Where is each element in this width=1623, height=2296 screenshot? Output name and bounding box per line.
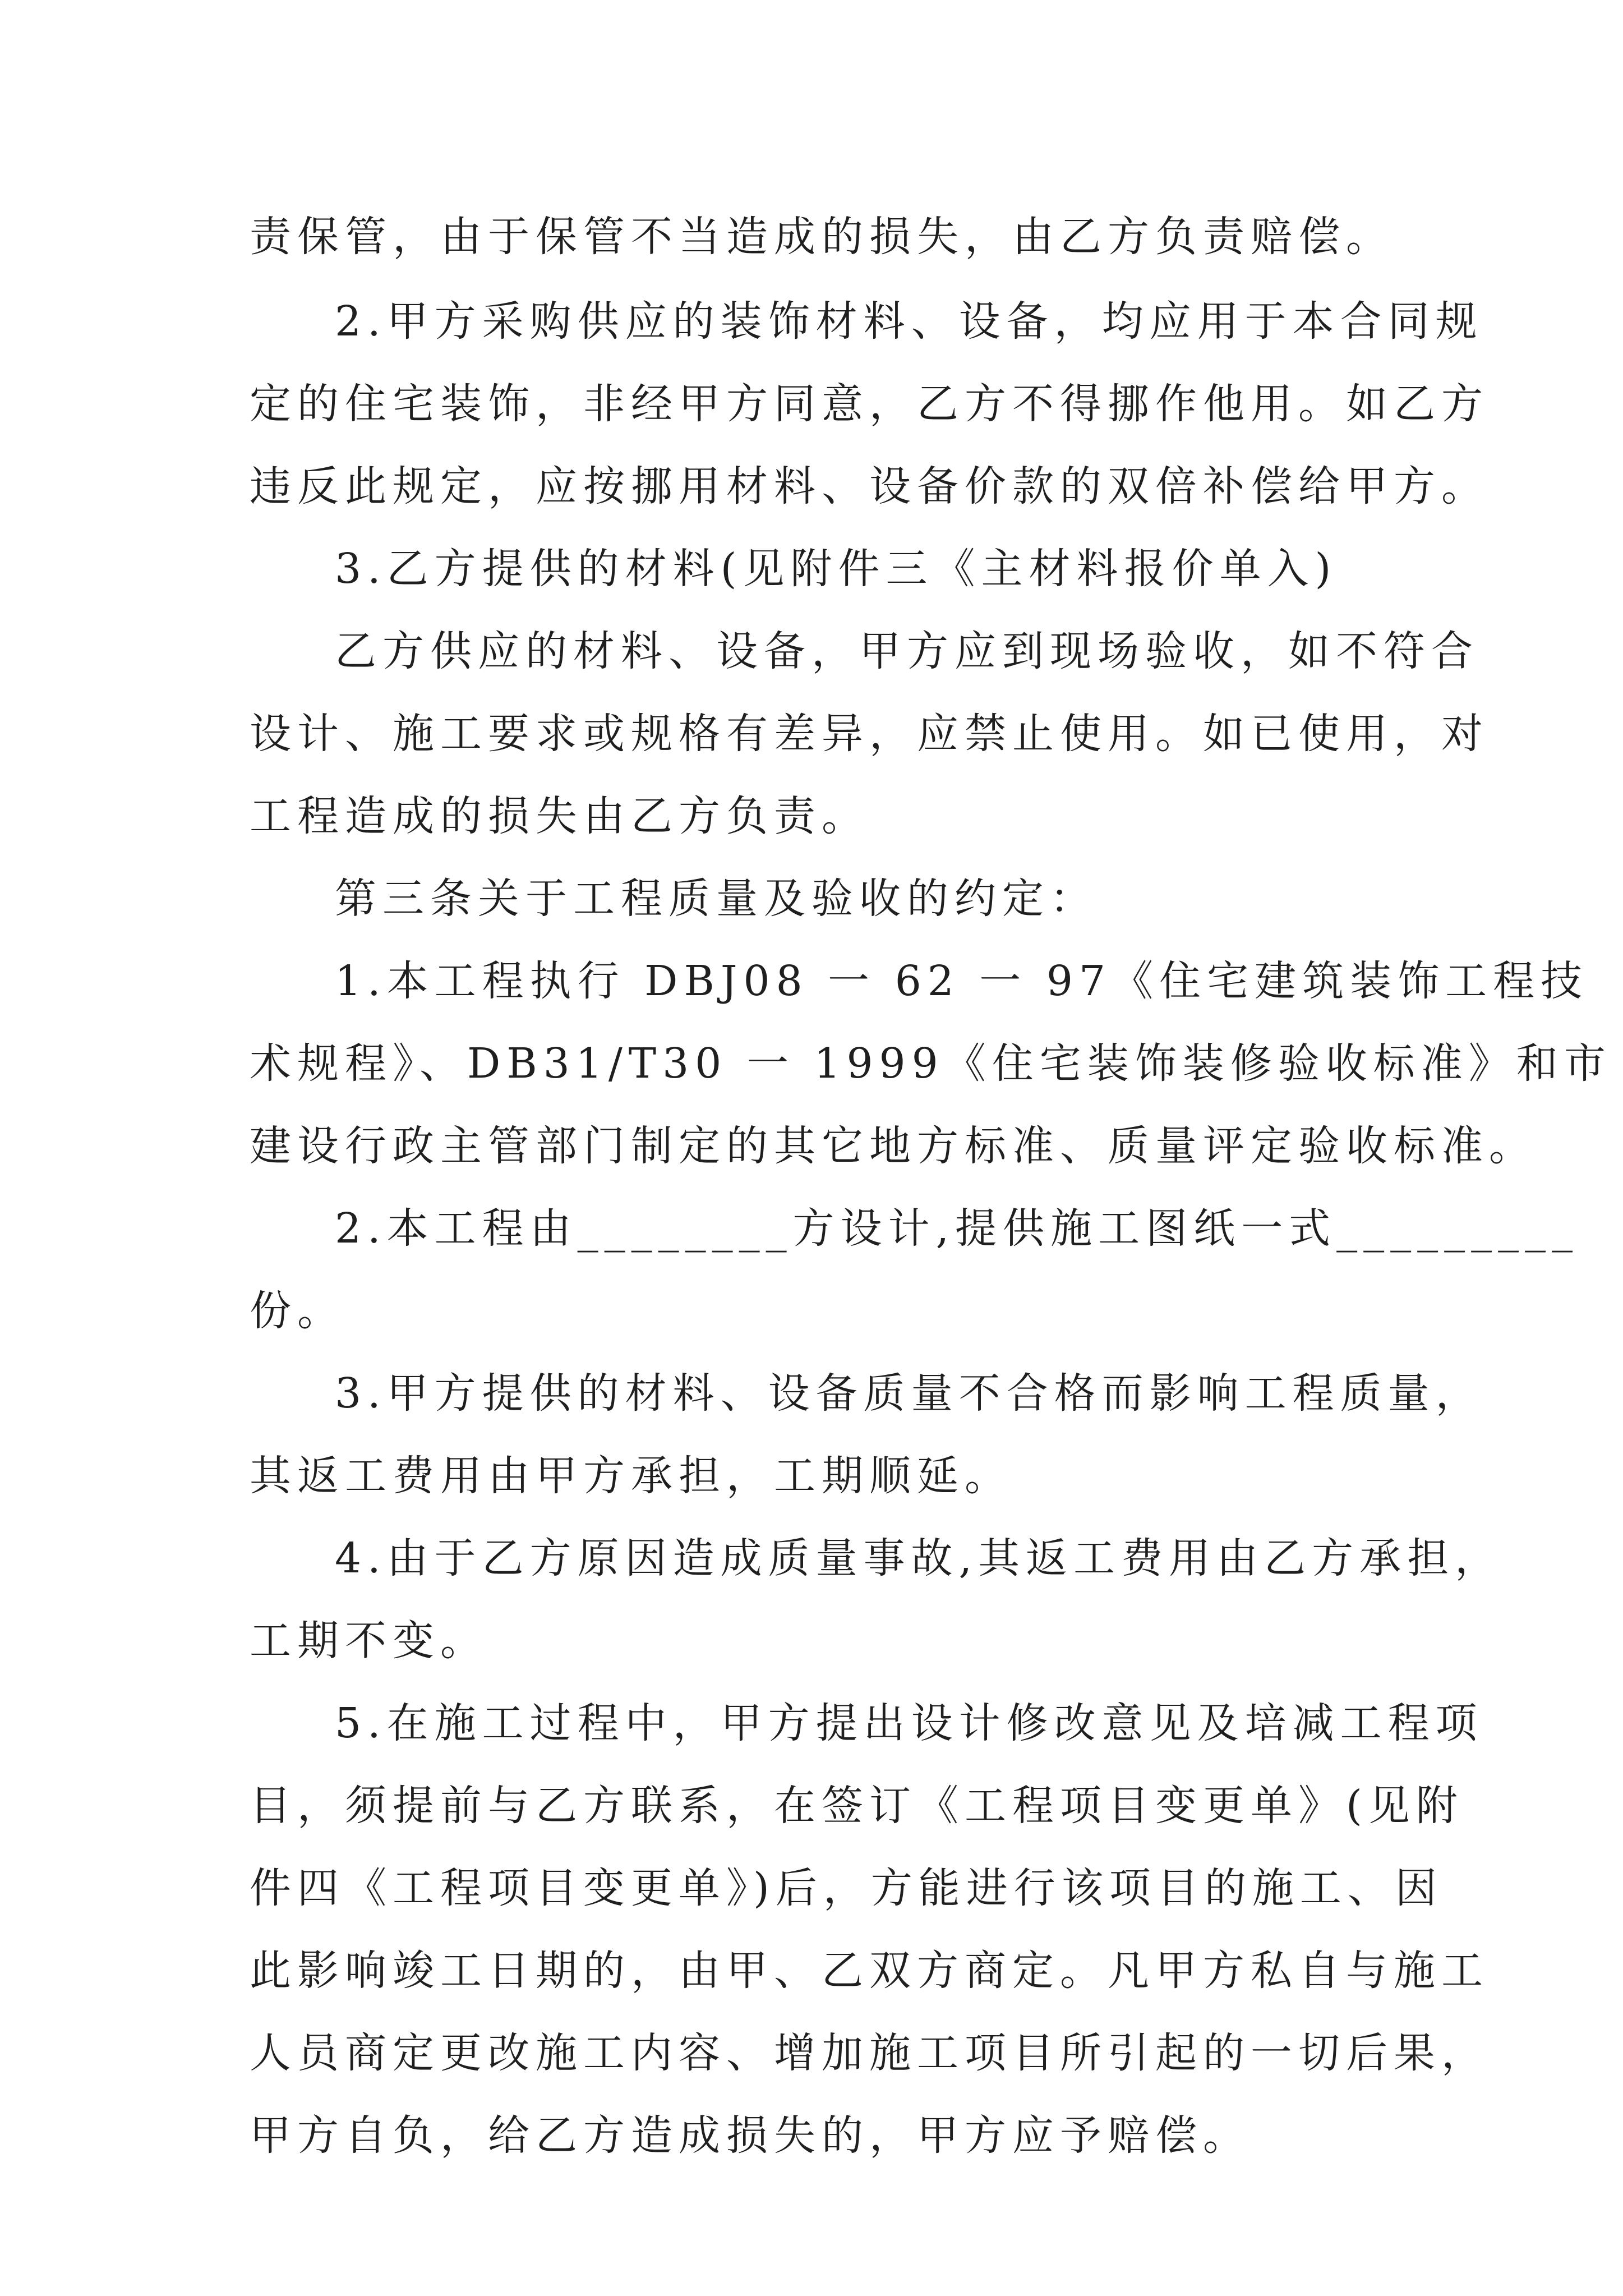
document-line-text: 违反此规定，应按挪用材料、设备价款的双倍补偿给甲方。 — [250, 462, 1489, 510]
document-line — [0, 1030, 1623, 1097]
document-line — [0, 1772, 1623, 1839]
document-line — [0, 865, 1623, 932]
document-line — [0, 1195, 1623, 1262]
document-line-text: 3.甲方提供的材料、设备质量不合格而影响工程质量， — [335, 1369, 1483, 1418]
document-line-text: 2.甲方采购供应的装饰材料、设备，均应用于本合同规 — [335, 297, 1483, 346]
document-line — [0, 1112, 1623, 1180]
document-line — [0, 2102, 1623, 2169]
document-line-text: 第三条关于工程质量及验收的约定： — [335, 875, 1098, 923]
document-line — [0, 1525, 1623, 1592]
document-line-text: 建设行政主管部门制定的其它地方标准、质量评定验收标准。 — [250, 1122, 1537, 1170]
document-line-text: 5.在施工过程中，甲方提出设计修改意见及培减工程项 — [335, 1699, 1483, 1747]
document-line — [0, 1360, 1623, 1427]
document-line-text: 术规程》、DB31/T30 一 1999《住宅装饰装修验收标准》和市 — [250, 1039, 1612, 1088]
document-line-text: 2.本工程由________方设计,提供施工图纸一式_________ — [335, 1204, 1579, 1253]
document-line — [0, 453, 1623, 520]
document-line-text: 人员商定更改施工内容、增加施工项目所引起的一切后果， — [250, 2029, 1489, 2077]
document-line — [0, 203, 1623, 270]
document-line — [0, 1277, 1623, 1345]
document-line-text: 设计、施工要求或规格有差异，应禁止使用。如已使用，对 — [250, 710, 1489, 758]
document-line-text: 责保管，由于保管不当造成的损失，由乙方负责赔偿。 — [250, 213, 1394, 261]
document-line — [0, 947, 1623, 1015]
document-line — [0, 535, 1623, 602]
document-line-text: 其返工费用由甲方承担，工期顺延。 — [250, 1452, 1012, 1500]
document-line-text: 乙方供应的材料、设备，甲方应到现场验收，如不符合 — [335, 627, 1479, 675]
document-line-text: 1.本工程执行 DBJ08 一 62 一 97《住宅建筑装饰工程技 — [335, 957, 1589, 1005]
document-line — [0, 618, 1623, 685]
document-line — [0, 1855, 1623, 1922]
document-line-text: 工程造成的损失由乙方负责。 — [250, 792, 869, 840]
document-line-text: 定的住宅装饰，非经甲方同意，乙方不得挪作他用。如乙方 — [250, 380, 1489, 428]
document-line — [0, 1937, 1623, 2004]
document-line-text: 件四《工程项目变更单》)后，方能进行该项目的施工、因 — [250, 1864, 1443, 1912]
document-line-text: 甲方自负，给乙方造成损失的，甲方应予赔偿。 — [250, 2111, 1251, 2160]
document-line-text: 份。 — [250, 1287, 345, 1335]
document-line-text: 此影响竣工日期的，由甲、乙双方商定。凡甲方私自与施工 — [250, 1947, 1489, 1995]
document-line-text: 4.由于乙方原因造成质量事故,其返工费用由乙方承担， — [335, 1534, 1503, 1582]
document-line-text: 3.乙方提供的材料(见附件三《主材料报价单入) — [335, 545, 1338, 593]
document-line — [0, 700, 1623, 767]
document-line — [0, 2019, 1623, 2087]
document-line-text: 工期不变。 — [250, 1617, 488, 1665]
document-line — [0, 370, 1623, 438]
document-line-text: 目，须提前与乙方联系，在签订《工程项目变更单》(见附 — [250, 1782, 1464, 1830]
document-line — [0, 1607, 1623, 1674]
document-line — [0, 1690, 1623, 1757]
document-line — [0, 288, 1623, 355]
document-line — [0, 783, 1623, 850]
document-line — [0, 1442, 1623, 1510]
